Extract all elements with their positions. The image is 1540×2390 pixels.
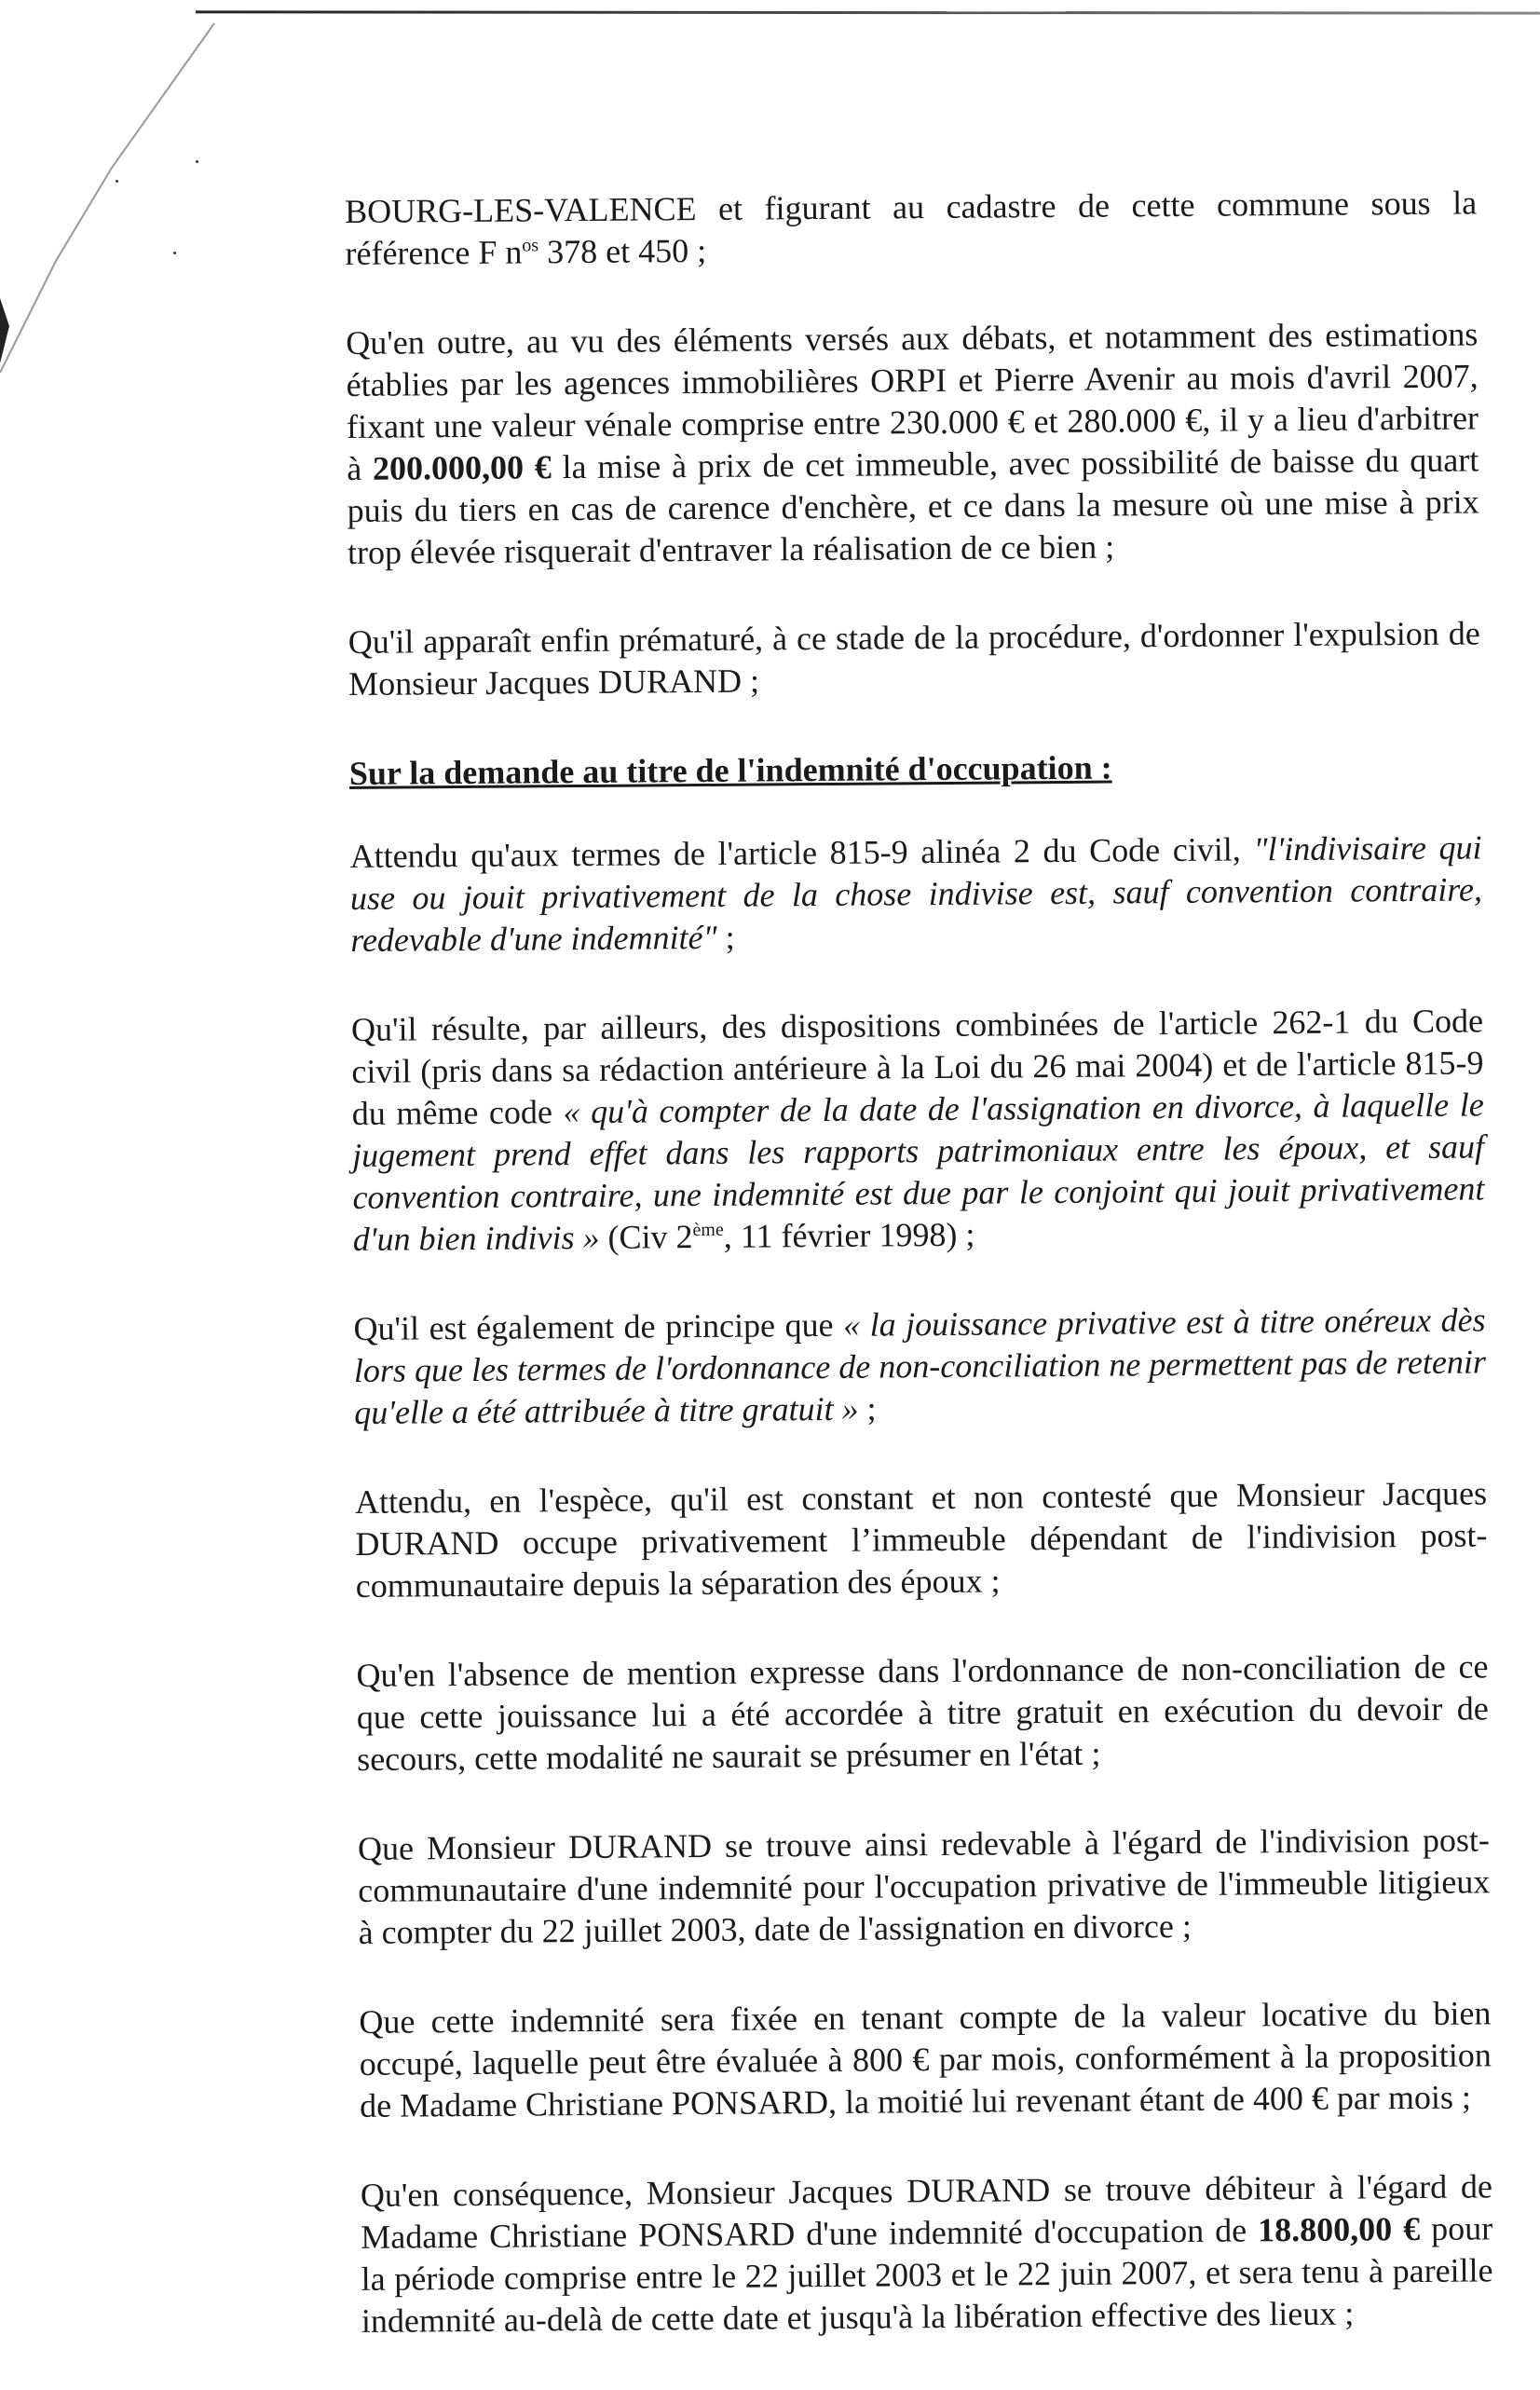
text: Qu'en conséquence, Monsieur Jacques DURAND se trouve débiteur à l'égard de Madame Christiane PONSARD d'une indemnité d'occupation de [360,2167,1493,2256]
section-heading: Sur la demande au titre de l'indemnité d'occupation : [348,748,1112,792]
text: , 11 février 1998) ; [723,1215,975,1255]
superscript: ème [692,1219,724,1241]
text: la mise à prix de cet immeuble, avec possibilité de baisse du quart puis du tiers en cas de carence d'enchère, et ce dans la mesure où une mise à prix trop élevée risquerait d'entraver la réalisation de ce bien ; [347,441,1479,571]
scan-top-edge [196,10,1540,14]
scan-left-edge [0,19,224,373]
paragraph-cadastre [345,182,1478,275]
text: Que cette indemnité sera fixée en tenant compte de la valeur locative du bien occupé, laquelle peut être évaluée à 800 € par mois, conformément à la proposition de Madame Christiane PONSARD, la moitié lui revenant étant de 400 € par mois ; [359,1994,1492,2124]
superscript: os [522,235,539,256]
text: Attendu qu'aux termes de l'article 815-9 alinéa 2 du Code civil, [349,830,1254,875]
text: Qu'en l'absence de mention expresse dans l'ordonnance de non-conciliation de ce que cette jouissance lui a été accordée à titre gratuit en exécution du devoir de secours, cette modalité ne saurait se présumer en l'état ; [356,1647,1489,1778]
paragraph-espece [355,1472,1488,1607]
paragraph-mise-a-prix [346,313,1479,574]
text: pour la période comprise entre le 22 juillet 2003 et le 22 juin 2007, et sera tenu à pareille indemnité au-delà de cette date et jusqu'à la libération effective des lieux ; [361,2209,1493,2340]
text: Qu'il est également de principe que [353,1305,844,1347]
text: 378 et 450 ; [538,231,707,271]
document-body [345,182,1493,2389]
paragraph-principe [353,1299,1486,1434]
scan-speck [173,252,176,254]
paragraph-consequence [361,2165,1493,2342]
text: Attendu, en l'espèce, qu'il est constant et non contesté que Monsieur Jacques DURAND occupe privativement l’immeuble dépendant de l'indivision post-communautaire depuis la séparation des époux ; [354,1474,1488,1605]
amount-bold: 200.000,00 € [372,448,552,487]
paragraph-redevable [358,1819,1491,1954]
text: (Civ 2 [599,1218,693,1256]
paragraph-absence-mention [356,1646,1489,1781]
scan-speck [116,180,118,183]
text: Que Monsieur DURAND se trouve ainsi redevable à l'égard de l'indivision post-communautaire d'une indemnité pour l'occupation privative de l'immeuble litigieux à compter du 22 juillet 2003, date de l'assignation en divorce ; [357,1821,1491,1951]
scan-speck [196,160,198,163]
amount-bold: 18.800,00 € [1258,2210,1421,2249]
quote-italic: « qu'à compter de la date de l'assignation en divorce, à laquelle le jugement prend effet dans les rapports patrimoniaux entre les époux, et sauf convention contraire, une indemnité est due par le conjoint qui jouit privativement d'un bien indivis » [351,1086,1485,1258]
paragraph-expulsion [348,612,1481,705]
quote-italic: « la jouissance privative est à titre onéreux dès lors que les termes de l'ordonnance de non-conciliation ne permettent pas de retenir qu'elle a été attribuée à titre gratuit » [353,1301,1487,1431]
paragraph-article-262-1 [351,1000,1485,1261]
paragraph-valeur-locative [359,1992,1492,2127]
text: ; [858,1389,877,1427]
text: BOURG-LES-VALENCE et figurant au cadastre de cette commune sous la référence F n [345,184,1478,272]
text: ; [716,918,735,956]
quote-italic: "l'indivisaire qui use ou jouit privativement de la chose indivise est, sauf convention contraire, redevable d'une indemnité" [349,828,1483,959]
text: Qu'il apparaît enfin prématuré, à ce stade de la procédure, d'ordonner l'expulsion de Monsieur Jacques DURAND ; [348,614,1480,703]
text: Qu'il résulte, par ailleurs, des dispositions combinées de l'article 262-1 du Code civil (pris dans sa rédaction antérieure à la Loi du 26 mai 2004) et de l'article 815-9 du même code [350,1002,1484,1132]
paragraph-article-815-9 [349,826,1482,962]
text: Qu'en outre, au vu des éléments versés aux débats, et notamment des estimations établies par les agences immobilières ORPI et Pierre Avenir au mois d'avril 2007, fixant une valeur vénale comprise entre 230.000 € et 280.000 €, il y a lieu d'arbitrer à [346,315,1479,487]
